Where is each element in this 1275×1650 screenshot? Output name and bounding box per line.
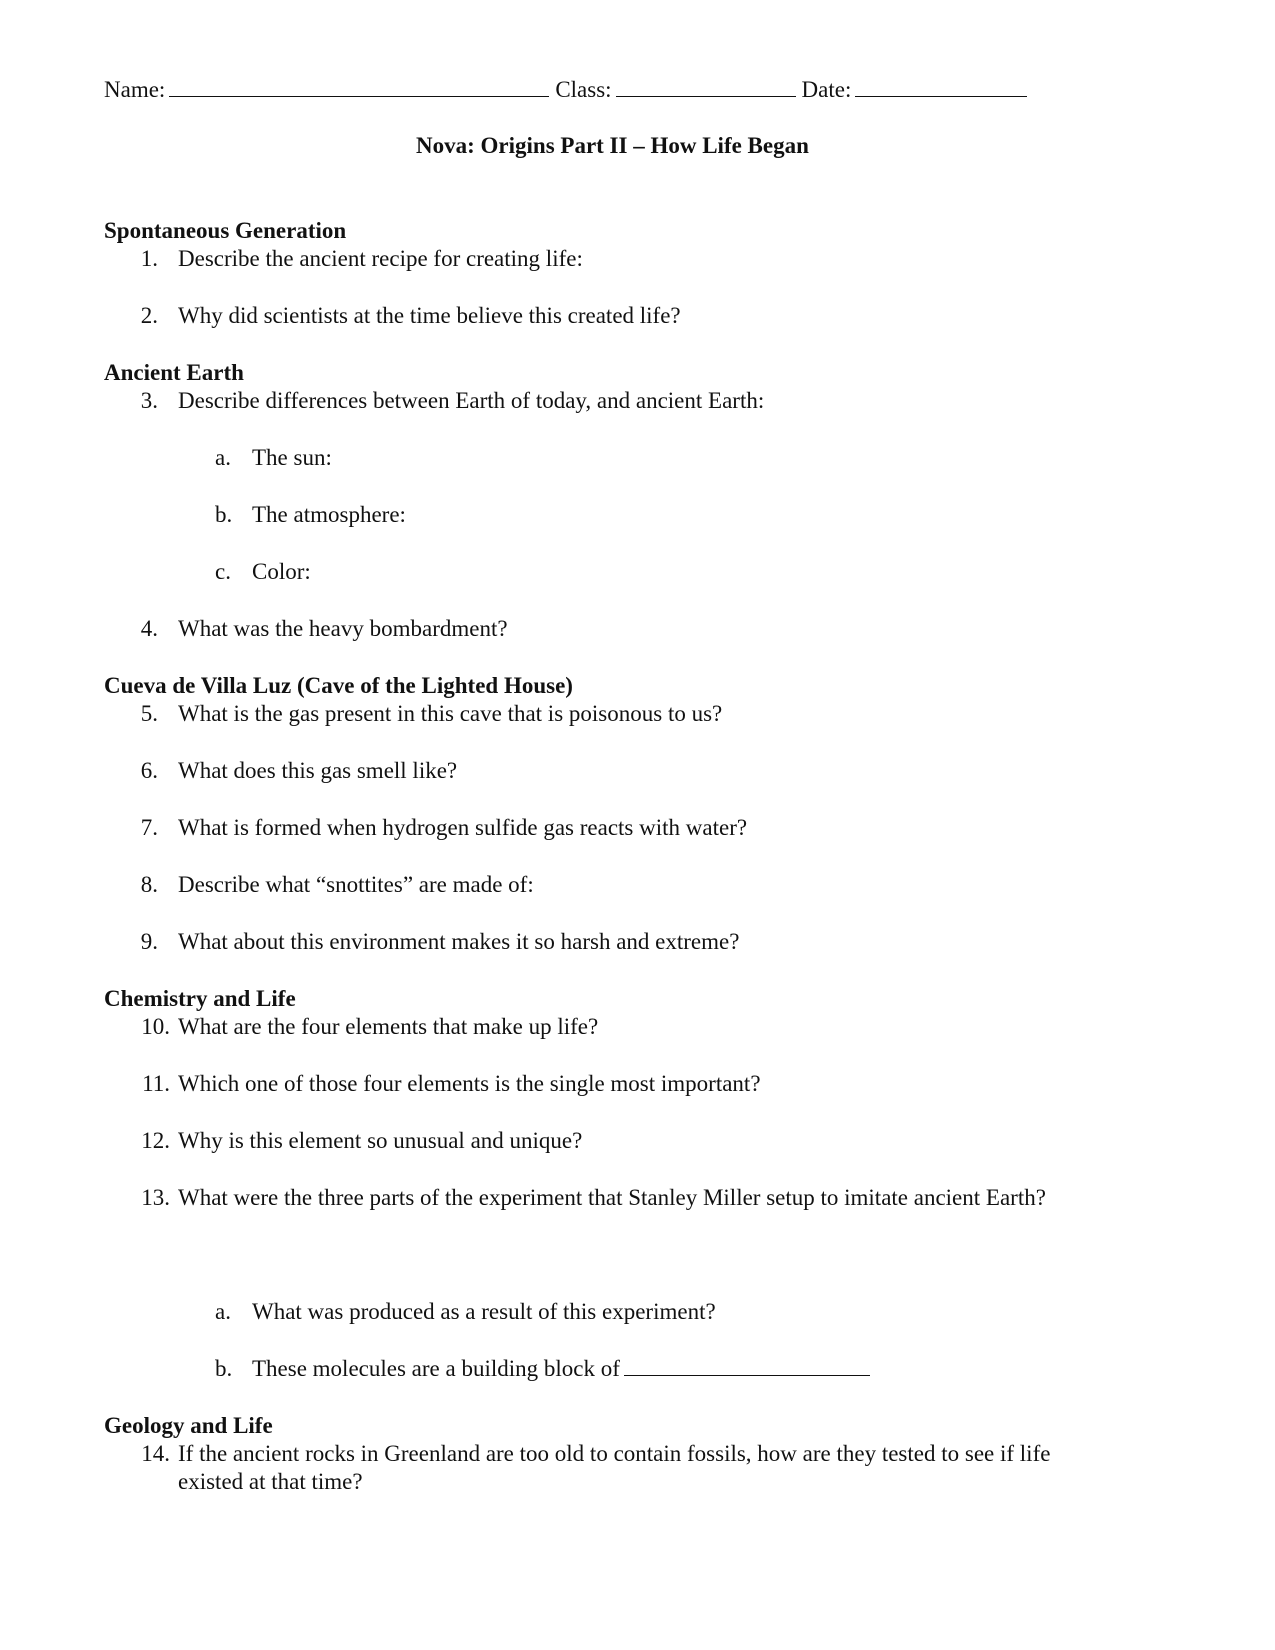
question-number: 7. — [140, 815, 158, 840]
question-text: What is the gas present in this cave that is poisonous to us? — [178, 701, 723, 726]
question-number: 3. — [140, 388, 158, 413]
header-line — [104, 78, 1033, 101]
question-number: 12. — [141, 1128, 170, 1153]
sub-letter: b. — [215, 1356, 233, 1381]
section-heading: Spontaneous Generation — [104, 218, 347, 243]
question-number: 13. — [141, 1185, 170, 1210]
question-number: 4. — [140, 616, 158, 641]
question-text: What is formed when hydrogen sulfide gas reacts with water? — [178, 815, 748, 840]
question-number: 8. — [140, 872, 158, 897]
question-number: 1. — [140, 246, 158, 271]
question-text: What were the three parts of the experiment that Stanley Miller setup to imitate ancient Earth? — [178, 1185, 1046, 1210]
question-text: What are the four elements that make up life? — [178, 1014, 599, 1039]
sub-question-text: The atmosphere: — [252, 502, 406, 527]
question-text: Describe what “snottites” are made of: — [178, 872, 534, 897]
sub-letter: a. — [215, 1299, 231, 1324]
sub-question-text: The sun: — [252, 445, 332, 470]
question-text: Describe differences between Earth of today, and ancient Earth: — [178, 388, 765, 413]
section-heading: Chemistry and Life — [104, 986, 296, 1011]
sub-letter: b. — [215, 502, 233, 527]
class-label: Class: — [555, 77, 612, 102]
question-text: If the ancient rocks in Greenland are too old to contain fossils, how are they tested to see if life — [178, 1441, 1051, 1466]
question-text: Why is this element so unusual and unique? — [178, 1128, 583, 1153]
answer-blank[interactable] — [624, 1374, 870, 1376]
section-heading: Geology and Life — [104, 1413, 273, 1438]
sub-letter: a. — [215, 445, 231, 470]
class-blank[interactable] — [616, 95, 796, 97]
question-text: What does this gas smell like? — [178, 758, 458, 783]
question-text: What about this environment makes it so harsh and extreme? — [178, 929, 740, 954]
section-heading: Cueva de Villa Luz (Cave of the Lighted House) — [104, 673, 573, 698]
sub-question-text: These molecules are a building block of — [252, 1356, 620, 1381]
question-number: 6. — [140, 758, 158, 783]
question-number: 10. — [141, 1014, 170, 1039]
question-text: Which one of those four elements is the single most important? — [178, 1071, 761, 1096]
sub-letter: c. — [215, 559, 231, 584]
sub-question-text: What was produced as a result of this experiment? — [252, 1299, 716, 1324]
page-title: Nova: Origins Part II – How Life Began — [416, 133, 809, 158]
date-blank[interactable] — [855, 95, 1027, 97]
question-number: 2. — [140, 303, 158, 328]
question-number: 14. — [141, 1441, 170, 1466]
question-text: What was the heavy bombardment? — [178, 616, 508, 641]
section-heading: Ancient Earth — [104, 360, 244, 385]
question-number: 9. — [140, 929, 158, 954]
question-number: 5. — [140, 701, 158, 726]
sub-question-text: Color: — [252, 559, 311, 584]
sub-question-line — [252, 1357, 876, 1380]
name-blank[interactable] — [169, 95, 549, 97]
name-label: Name: — [104, 77, 166, 102]
question-text-continued: existed at that time? — [178, 1469, 363, 1494]
date-label: Date: — [801, 77, 852, 102]
question-number: 11. — [142, 1071, 170, 1096]
question-text: Why did scientists at the time believe this created life? — [178, 303, 681, 328]
question-text: Describe the ancient recipe for creating life: — [178, 246, 583, 271]
